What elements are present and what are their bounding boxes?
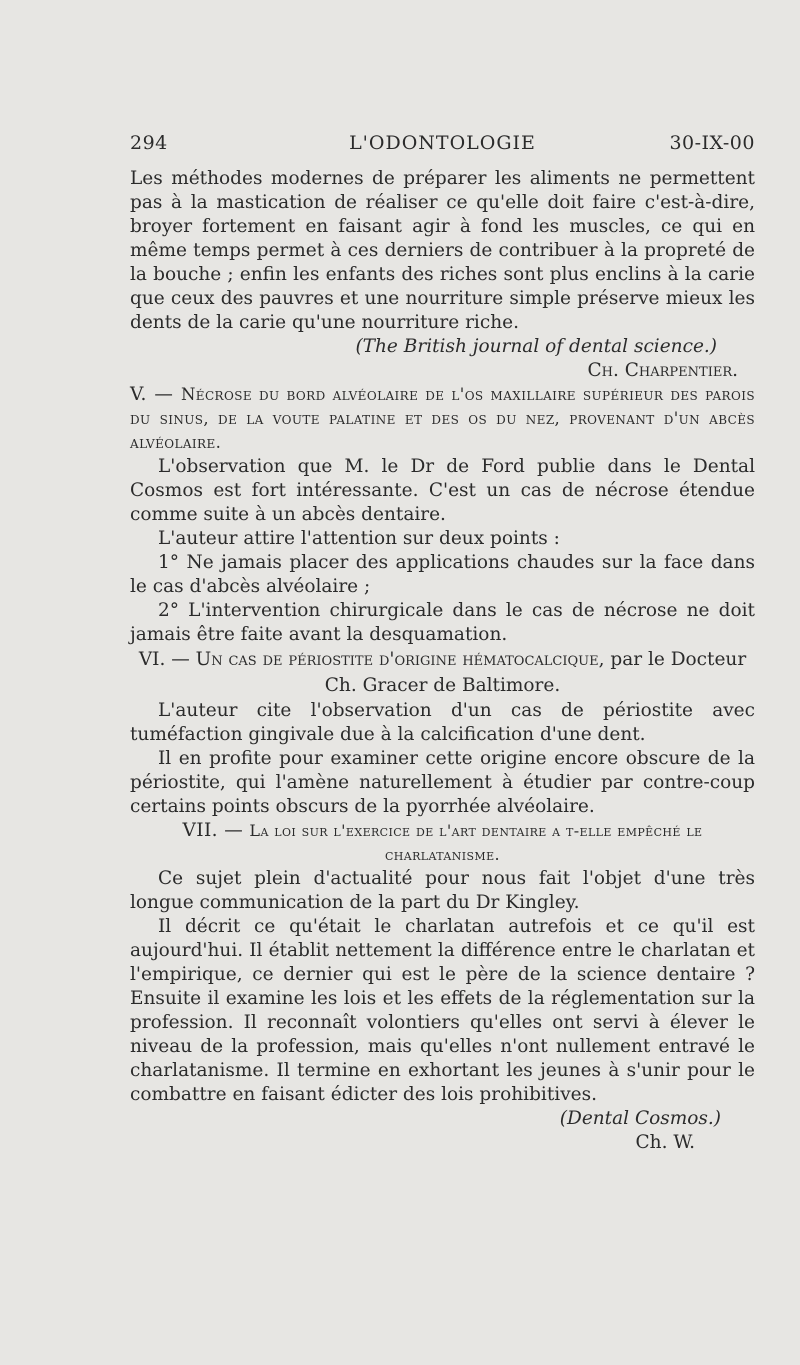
section-7-title: La loi sur l'exercice de l'art dentaire a t-elle empêché le charlatanisme. bbox=[249, 821, 703, 864]
section-6-title: Un cas de périostite d'origine hématocalcique bbox=[195, 649, 599, 670]
running-header bbox=[130, 132, 755, 158]
section-7-paragraph-2: Il décrit ce qu'était le charlatan autrefois et ce qu'il est aujourd'hui. Il établit nettement la différence entre le charlatan et l'empirique, ce dernier qui est le père de la science dentaire ? Ensuite il examine les lois et les effets de la réglementation sur la profession. Il reconnaît volontiers qu'elles ont servi à élever le niveau de la profession, mais qu'elles n'ont nullement entravé le charlatanisme. Il termine en exhortant les jeunes à s'unir pour le combattre en faisant édicter des lois prohibitives. bbox=[130, 916, 755, 1105]
section-6-title-suffix: , par le Docteur Ch. Gracer de Baltimore. bbox=[324, 649, 747, 696]
section-7-signature: Ch. W. bbox=[635, 1132, 695, 1153]
issue-date: 30-IX-00 bbox=[669, 132, 755, 154]
journal-title: L'ODONTOLOGIE bbox=[349, 132, 536, 154]
page-number: 294 bbox=[130, 132, 168, 154]
section-5-number: V. — bbox=[130, 384, 181, 405]
intro-source: (The British journal of dental science.) bbox=[355, 336, 717, 357]
section-6-heading bbox=[130, 647, 755, 699]
intro-signature: Ch. Charpentier. bbox=[587, 360, 738, 381]
section-7-source: (Dental Cosmos.) bbox=[559, 1108, 721, 1129]
section-7-paragraph-1: Ce sujet plein d'actualité pour nous fait l'objet d'une très longue communication de la part du Dr Kingley. bbox=[130, 868, 755, 913]
section-6-paragraph-2: Il en profite pour examiner cette origine encore obscure de la périostite, qui l'amène naturellement à étudier par contre-coup certains points obscurs de la pyorrhée alvéolaire. bbox=[130, 748, 755, 817]
section-5-paragraph-3: 1° Ne jamais placer des applications chaudes sur la face dans le cas d'abcès alvéolaire ; bbox=[130, 552, 755, 597]
section-7-heading bbox=[130, 819, 755, 867]
section-5-paragraph-4: 2° L'intervention chirurgicale dans le cas de nécrose ne doit jamais être faite avant la desquamation. bbox=[130, 600, 755, 645]
section-6-number: VI. — bbox=[138, 649, 196, 670]
section-5-heading bbox=[130, 383, 755, 455]
intro-paragraph: Les méthodes modernes de préparer les aliments ne permettent pas à la mastication de réaliser ce qu'elle doit faire c'est-à-dire, broyer fortement en faisant agir à fond les muscles, ce qui en même temps permet à ces derniers de contribuer à la propreté de la bouche ; enfin les enfants des riches sont plus enclins à la carie que ceux des pauvres et une nourriture simple préserve mieux les dents de la carie qu'une nourriture riche. bbox=[130, 168, 755, 333]
section-5-paragraph-1: L'observation que M. le Dr de Ford publie dans le Dental Cosmos est fort intéressante. C'est un cas de nécrose étendue comme suite à un abcès dentaire. bbox=[130, 456, 755, 525]
section-5-paragraph-2: L'auteur attire l'attention sur deux points : bbox=[158, 528, 560, 549]
section-5-title: Nécrose du bord alvéolaire de l'os maxillaire supérieur des parois du sinus, de la voute palatine et des os du nez, provenant d'un abcès alvéolaire. bbox=[130, 385, 755, 452]
section-7-number: VII. — bbox=[182, 820, 250, 841]
article-body bbox=[130, 167, 755, 1155]
section-6-paragraph-1: L'auteur cite l'observation d'un cas de périostite avec tuméfaction gingivale due à la calcification d'une dent. bbox=[130, 700, 755, 745]
